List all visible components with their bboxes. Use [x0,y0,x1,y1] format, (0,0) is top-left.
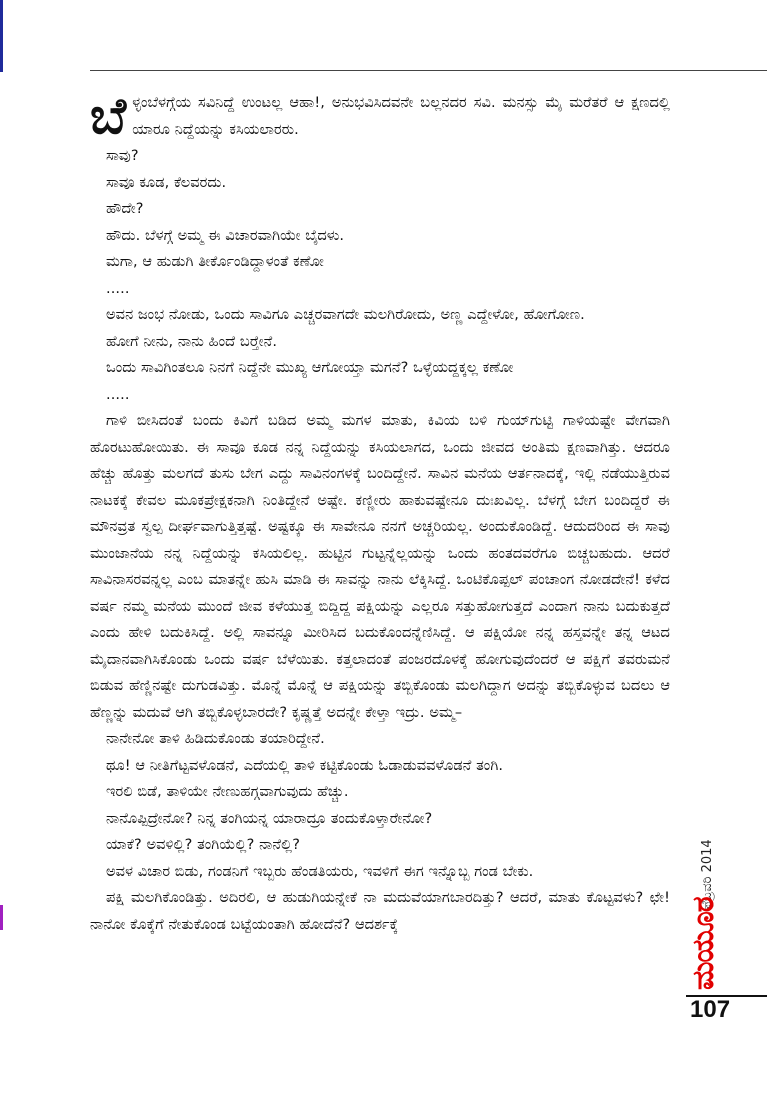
page-number: 107 [690,996,731,1023]
ellipsis-line: ..... [106,280,130,297]
header-rule [90,70,767,71]
dialogue-line: ಇರಲಿ ಬಿಡೆ, ತಾಳಿಯೇ ನೇಣುಹಗ್ಗವಾಗುವುದು ಹೆಚ್ಚು. [106,784,349,800]
dialogue-line: ನಾನೇನೋ ತಾಳಿ ಹಿಡಿದುಕೊಂಡು ತಯಾರಿದ್ದೇನೆ. [106,731,325,747]
dialogue-line: ಸಾವೂ ಕೂಡ, ಕೆಲವರದು. [106,174,227,191]
paragraph: ಅವಳ ವಿಚಾರ ಬಿಡು, ಗಂಡನಿಗೆ ಇಬ್ಬರು ಹೆಂಡತಿಯರು, ಇವಳಿಗೆ ಈಗ ಇನ್ನೊಬ್ಬ ಗಂಡ ಬೇಕು. [106,863,534,880]
article-body [90,87,671,938]
dialogue-line: ಹೌದು. ಬೆಳಗ್ಗೆ ಅಮ್ಮ ಈ ವಿಚಾರವಾಗಿಯೇ ಬೈದಳು. [106,227,345,244]
edge-bar-bottom [0,905,3,930]
dialogue-line: ಥೂ! ಆ ನೀತಿಗೆಟ್ಟವಳೊಡನೆ, ಎದೆಯಲ್ಲಿ ತಾಳಿ ಕಟ್ಟಿಕೊಂಡು ಓಡಾಡುವವಳೊಡನೆ ತಂಗಿ. [106,757,504,774]
dialogue-line: ನಾನೊಪ್ಪಿದ್ರೇನೋ? ನಿನ್ನ ತಂಗಿಯನ್ನ ಯಾರಾದ್ರೂ ತಂದುಕೊಳ್ತಾರೇನೋ? [106,810,433,827]
first-paragraph-text: ಳ್ಳಂಬೆಳಗ್ಗೆಯ ಸವಿನಿದ್ದೆ ಉಂಟಲ್ಲ ಆಹಾ!, ಅನುಭವಿಸಿದವನೇ ಬಲ್ಲನದರ ಸವಿ. ಮನಸ್ಸು ಮೈ ಮರೆತರೆ ಆ ಕ್ಷಣದಲ್ಲಿ ಯಾರೂ ನಿದ್ದೆಯನ್ನು ಕಸಿಯಲಾರರು. [132,95,671,138]
dialogue-line: ಸಾವು? [106,148,139,164]
dialogue-line: ಹೋಗೆ ನೀನು, ನಾನು ಹಿಂದೆ ಬರ್‍ತೇನೆ. [106,333,278,350]
dialogue-line: ಹೌದೇ? [106,201,144,217]
paragraph: ಅವನ ಜಂಭ ನೋಡು, ಒಂದು ಸಾವಿಗೂ ಎಚ್ಚರವಾಗದೇ ಮಲಗಿರೋದು, ಅಣ್ಣ ಎದ್ದೇಳೋ, ಹೋಗೋಣ. [106,307,585,323]
drop-cap: ಬೆ [90,87,127,145]
article-first-paragraph [90,87,671,145]
dialogue-line: ಒಂದು ಸಾವಿಗಿಂತಲೂ ನಿನಗೆ ನಿದ್ದೆನೇ ಮುಖ್ಯ ಆಗೋಯ್ತಾ ಮಗನೆ? ಒಳ್ಳೆಯದ್ದಕ್ಕಲ್ಲ ಕಣೋ [106,360,514,376]
issue-date: ಫೆಬ್ರವರಿ 2014 [700,839,715,910]
dialogue-line: ಮಗಾ, ಆ ಹುಡುಗಿ ತೀರ್ಕೊಂಡಿದ್ದಾಳಂತೆ ಕಣೋ [106,254,324,270]
edge-bar-top [0,0,3,72]
magazine-logo: ಮಯೂರ [686,897,721,990]
dialogue-line: ಯಾಕೆ? ಅವಳಿಲ್ಲಿ? ತಂಗಿಯೆಲ್ಲಿ? ನಾನೆಲ್ಲಿ? [106,837,300,853]
paragraph: ಪಕ್ಷಿ ಮಲಗಿಕೊಂಡಿತ್ತು. ಅದಿರಲಿ, ಆ ಹುಡುಗಿಯನ್ನೇಕೆ ನಾ ಮದುವೆಯಾಗಬಾರದಿತ್ತು? ಆದರೆ, ಮಾತು ಕೊಟ್ಟವಳು? ಛೇ! ನಾನೋ ಕೊಕ್ಕೆಗೆ ನೇತುಕೊಂಡ ಬಟ್ಟೆಯಂತಾಗಿ ಹೋದೆನೆ? ಆದರ್ಶಕ್ಕೆ [90,890,670,933]
paragraph: ಗಾಳಿ ಬೀಸಿದಂತೆ ಬಂದು ಕಿವಿಗೆ ಬಡಿದ ಅಮ್ಮ ಮಗಳ ಮಾತು, ಕಿವಿಯ ಬಳಿ ಗುಯ್‌ಗುಟ್ಟಿ ಗಾಳಿಯಷ್ಟೇ ವೇಗವಾಗಿ ಹೊರಟುಹೋಯಿತು. ಈ ಸಾವೂ ಕೂಡ ನನ್ನ ನಿದ್ದೆಯನ್ನು ಕಸಿಯಲಾಗದ, ಒಂದು ಜೀವದ ಅಂತಿಮ ಕ್ಷಣವಾಗಿತ್ತು. ಆದರೂ ಹೆಚ್ಚು ಹೊತ್ತು ಮಲಗದೆ ತುಸು ಬೇಗ ಎದ್ದು ಸಾವಿನಂಗಳಕ್ಕೆ ಬಂದಿದ್ದೇನೆ. ಸಾವಿನ ಮನೆಯ ಆರ್ತನಾದಕ್ಕೆ, ಇಲ್ಲಿ ನಡೆಯುತ್ತಿರುವ ನಾಟಕಕ್ಕೆ ಕೇವಲ ಮೂಕಪ್ರೇಕ್ಷಕನಾಗಿ ನಿಂತಿದ್ದೇನೆ ಅಷ್ಟೇ. ಕಣ್ಣೀರು ಹಾಕುವಷ್ಟೇನೂ ದುಃಖವಿಲ್ಲ. ಬೆಳಗ್ಗೆ ಬೇಗ ಬಂದಿದ್ದರೆ ಈ ಮೌನವ್ರತ ಸ್ವಲ್ಪ ದೀರ್ಘವಾಗುತ್ತಿತ್ತಷ್ಟೆ. ಅಷ್ಟಕ್ಕೂ ಈ ಸಾವೇನೂ ನನಗೆ ಅಚ್ಚರಿಯಲ್ಲ. ಅಂದುಕೊಂಡಿದ್ದೆ. ಆದುದರಿಂದ ಈ ಸಾವು ಮುಂಜಾನೆಯ ನನ್ನ ನಿದ್ದೆಯನ್ನು ಕಸಿಯಲಿಲ್ಲ. ಹುಟ್ಟಿನ ಗುಟ್ಟನ್ನೆಲ್ಲಯನ್ನು ಒಂದು ಹಂತದವರೆಗೂ ಬಿಚ್ಚಬಹುದು. ಆದರೆ ಸಾವಿನಾಸರವನ್ನಲ್ಲ ಎಂಬ ಮಾತನ್ನೇ ಹುಸಿ ಮಾಡಿ ಈ ಸಾವನ್ನು ನಾನು ಲೆಕ್ಕಿಸಿದ್ದೆ. ಒಂಟಿಕೊಪ್ಪಲ್ ಪಂಚಾಂಗ ನೋಡದೇನೆ! ಕಳೆದ ವರ್ಷ ನಮ್ಮ ಮನೆಯ ಮುಂದೆ ಜೀವ ಕಳೆಯುತ್ತ ಬಿದ್ದಿದ್ದ ಪಕ್ಷಿಯನ್ನು ಎಲ್ಲರೂ ಸತ್ತುಹೋಗುತ್ತದೆ ಎಂದಾಗ ನಾನು ಬದುಕುತ್ತದೆ ಎಂದು ಹೇಳಿ ಬದುಕಿಸಿದ್ದೆ. ಅಲ್ಲಿ ಸಾವನ್ನೂ ಮೀರಿಸಿದ ಬದುಕೊಂದನ್ನೆಣಿಸಿದ್ದೆ. ಆ ಪಕ್ಷಿಯೋ ನನ್ನ ಹಸ್ತವನ್ನೇ ತನ್ನ ಆಟದ ಮೈದಾನವಾಗಿಸಿಕೊಂಡು ಒಂದು ವರ್ಷ ಬೆಳೆಯಿತು. ಕತ್ತಲಾದಂತೆ ಪಂಜರದೊಳಕ್ಕೆ ಹೋಗುವುದೆಂದರೆ ಆ ಪಕ್ಷಿಗೆ ತವರುಮನೆ ಬಿಡುವ ಹೆಣ್ಣಿನಷ್ಟೇ ದುಗುಡವಿತ್ತು. ಮೊನ್ನೆ ಮೊನ್ನೆ ಆ ಪಕ್ಷಿಯನ್ನು ತಬ್ಬಿಕೊಂಡು ಮಲಗಿದ್ದಾಗ ಅದನ್ನು ತಬ್ಬಿಕೊಳ್ಳುವ ಬದಲು ಆ ಹೆಣ್ಣನ್ನು ಮದುವೆ ಆಗಿ ತಬ್ಬಿಕೊಳ್ಳಬಾರದೇ? ಕೃಷ್ಣತ್ತೆ ಅದನ್ನೇ ಕೇಳ್ತಾ ಇದ್ರು. ಅಮ್ಮ– [90,413,670,721]
ellipsis-line: ..... [106,386,130,403]
